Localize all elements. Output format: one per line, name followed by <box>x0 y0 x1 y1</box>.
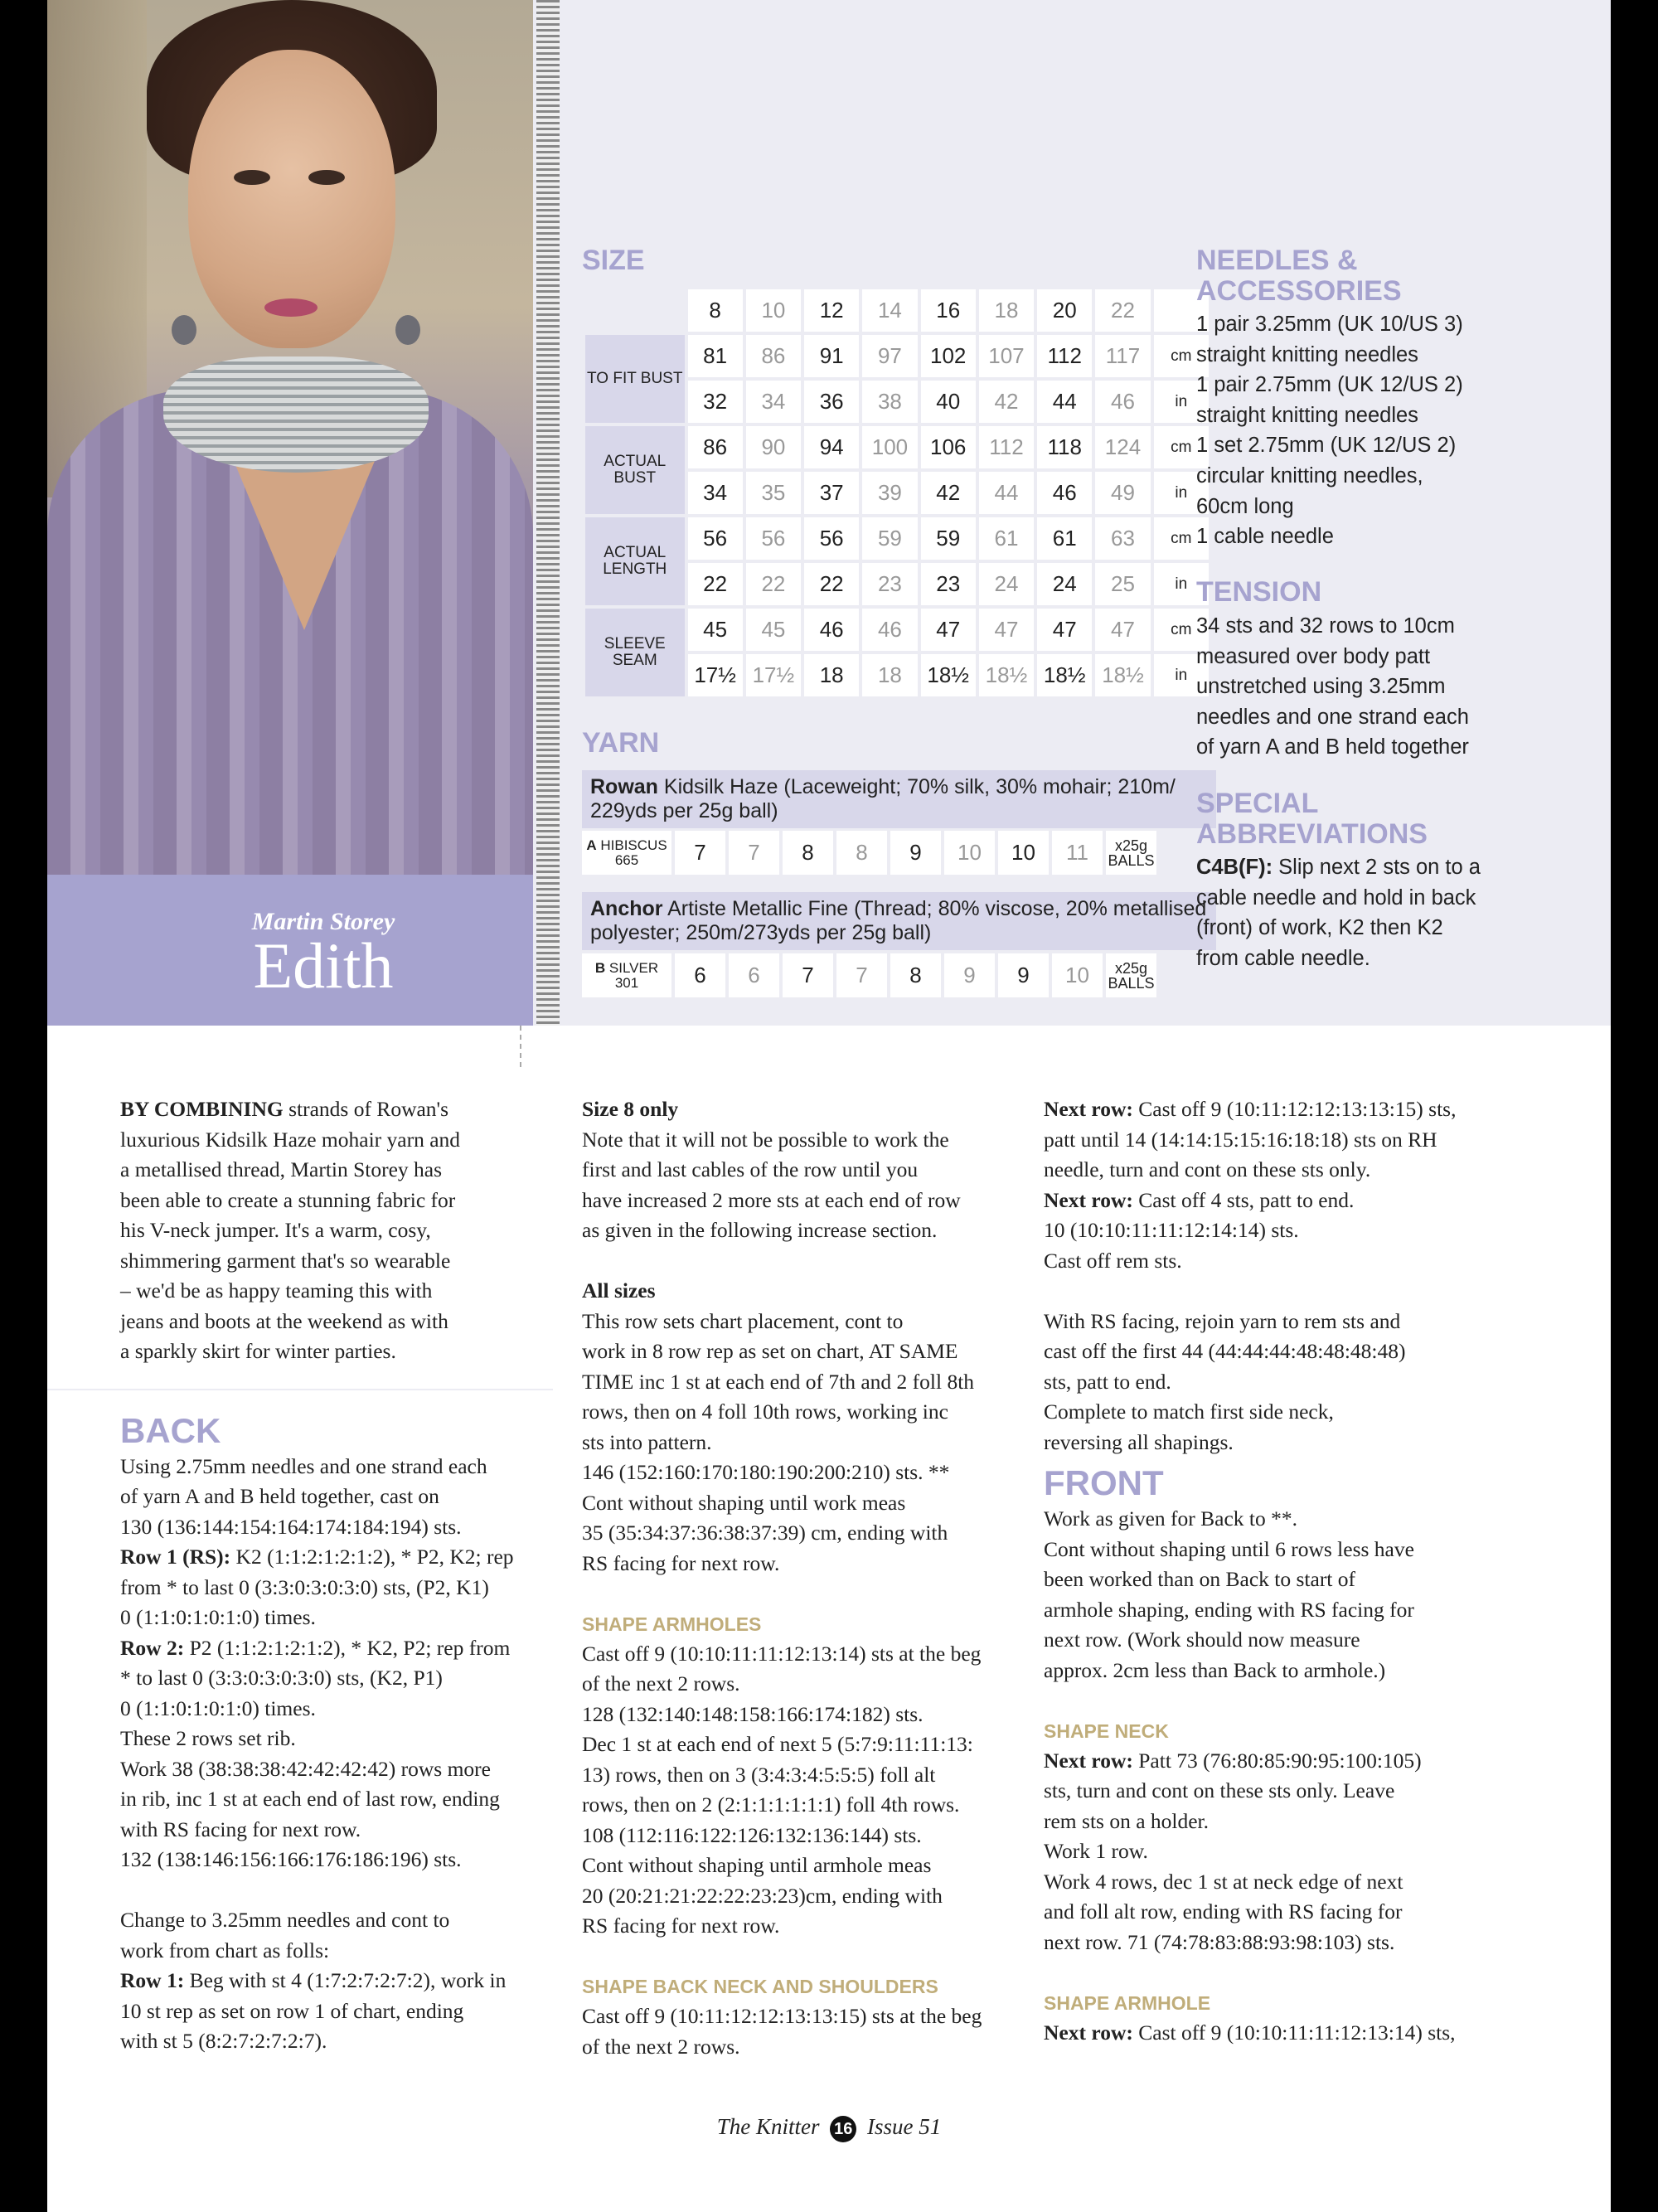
text-line: cable needle and hold in back <box>1196 885 1476 910</box>
shape-back-neck-heading: SHAPE BACK NECK AND SHOULDERS <box>582 1976 938 1997</box>
size-cell: 40 <box>921 381 976 423</box>
yarn-a-quantity-row: A HIBISCUS 665 7 7 8 8 9 10 10 11 x25g BALLS <box>582 831 1219 875</box>
text-line: 128 (132:140:148:158:166:174:182) sts. <box>582 1701 924 1726</box>
text-line: RS facing for next row. <box>582 1550 780 1575</box>
size-cell: 44 <box>1037 381 1092 423</box>
text-line: first and last cables of the row until you <box>582 1157 919 1181</box>
text-line: RS facing for next row. <box>582 1914 780 1938</box>
size-cell: 37 <box>804 472 859 514</box>
unit-cell: cm <box>1154 517 1209 560</box>
text-line <box>1044 1276 1508 1307</box>
text-line: sts, turn and cont on these sts only. Leave <box>1044 1778 1395 1802</box>
text-line: been worked than on Back to start of <box>1044 1567 1356 1591</box>
unit-cell: cm <box>1154 335 1209 377</box>
text-line: 60cm long <box>1196 494 1294 518</box>
size-cell: 112 <box>979 426 1034 468</box>
size-header-cell: 10 <box>746 289 801 332</box>
yarn-b-description: Anchor Artiste Metallic Fine (Thread; 80% viscose, 20% metallised polyester; 250m/273yds per 25g ball) <box>582 892 1216 950</box>
size-cell: 17½ <box>688 654 743 696</box>
column-1 <box>120 1094 551 2057</box>
special-heading: SPECIAL ABBREVIATIONS <box>1196 788 1428 850</box>
text-line: with st 5 (8:2:7:2:7:2:7). <box>120 2029 327 2053</box>
text-line: 1 pair 3.25mm (UK 10/US 3) <box>1196 313 1463 336</box>
page-number: 16 <box>830 2116 856 2142</box>
text-line: sts into pattern. <box>582 1429 712 1454</box>
text-line: Cont without shaping until armhole meas <box>582 1853 932 1877</box>
text-line: (front) of work, K2 then K2 <box>1196 916 1443 940</box>
size-header-cell: 22 <box>1095 289 1150 332</box>
size-cell: 124 <box>1095 426 1150 468</box>
text-line: Next row: Cast off 9 (10:10:11:11:12:13:14) sts, <box>1044 2020 1456 2045</box>
zipper-decoration <box>536 0 560 1026</box>
text-line: Work 1 row. <box>1044 1839 1148 1863</box>
text-line: a sparkly skirt for winter parties. <box>120 1339 396 1363</box>
size-cell: 47 <box>979 609 1034 651</box>
text-line: work in 8 row rep as set on chart, AT SAME <box>582 1339 958 1363</box>
table-cell <box>585 289 685 332</box>
text-line: measured over body patt <box>1196 644 1431 668</box>
size-cell: 90 <box>746 426 801 468</box>
text-line: 0 (1:1:0:1:0:1:0) times. <box>120 1695 316 1720</box>
size-cell: 42 <box>921 472 976 514</box>
text-line: next row. 71 (74:78:83:88:93:98:103) sts. <box>1044 1929 1395 1954</box>
all-sizes-text <box>582 1307 1021 1579</box>
unit-cell: cm <box>1154 609 1209 651</box>
text-line: rem sts on a holder. <box>1044 1808 1210 1833</box>
model-photo <box>47 0 533 875</box>
size-cell: 18½ <box>921 654 976 696</box>
size-header-cell: 20 <box>1037 289 1092 332</box>
text-line: straight knitting needles <box>1196 342 1418 366</box>
back-heading: BACK <box>120 1410 221 1450</box>
size-cell: 47 <box>1037 609 1092 651</box>
designer-name: Martin Storey <box>251 908 395 935</box>
all-sizes-heading: All sizes <box>582 1278 656 1302</box>
text-line: of the next 2 rows. <box>582 2034 740 2059</box>
size-row <box>585 426 1209 468</box>
text-line <box>120 1875 551 1906</box>
size-cell: 22 <box>804 563 859 605</box>
text-line: Change to 3.25mm needles and cont to <box>120 1908 450 1932</box>
text-line: These 2 rows set rib. <box>120 1726 296 1750</box>
text-line: BY COMBINING strands of Rowan's <box>120 1097 449 1121</box>
size-cell: 94 <box>804 426 859 468</box>
text-line: a metallised thread, Martin Storey has <box>120 1157 443 1181</box>
issue-number: Issue 51 <box>867 2114 942 2139</box>
size-cell: 24 <box>979 563 1034 605</box>
text-line: 1 set 2.75mm (UK 12/US 2) <box>1196 434 1457 458</box>
size-cell: 47 <box>921 609 976 651</box>
back-neck-continued <box>1044 1094 1508 1458</box>
size-header-cell: 18 <box>979 289 1034 332</box>
size-cell: 32 <box>688 381 743 423</box>
text-line: – we'd be as happy teaming this with <box>120 1278 433 1302</box>
text-line: his V-neck jumper. It's a warm, cosy, <box>120 1218 431 1242</box>
text-line: sts, patt to end. <box>1044 1369 1171 1394</box>
size-row-label: TO FIT BUST <box>585 335 685 423</box>
text-line: With RS facing, rejoin yarn to rem sts and <box>1044 1308 1401 1333</box>
size-cell: 46 <box>804 609 859 651</box>
size-cell: 45 <box>688 609 743 651</box>
size-cell: 18 <box>862 654 917 696</box>
size-cell: 44 <box>979 472 1034 514</box>
unit-cell: in <box>1154 381 1209 423</box>
size-cell: 102 <box>921 335 976 377</box>
text-line: armhole shaping, ending with RS facing for <box>1044 1597 1414 1622</box>
size-cell: 22 <box>688 563 743 605</box>
yarn-a-description: Rowan Kidsilk Haze (Laceweight; 70% silk, 30% mohair; 210m/ 229yds per 25g ball) <box>582 770 1216 828</box>
text-line: 20 (20:21:21:22:22:23:23)cm, ending with <box>582 1883 943 1908</box>
size-row-label: ACTUAL BUST <box>585 426 685 514</box>
text-line: patt until 14 (14:14:15:15:16:18:18) sts on RH <box>1044 1127 1437 1152</box>
size-cell: 39 <box>862 472 917 514</box>
size-cell: 38 <box>862 381 917 423</box>
text-line: reversing all shapings. <box>1044 1429 1234 1454</box>
shape-armholes-heading: SHAPE ARMHOLES <box>582 1613 762 1635</box>
size-cell: 46 <box>1037 472 1092 514</box>
necklace-illustration <box>163 357 429 473</box>
yarn-b-shade: B SILVER 301 <box>582 953 671 997</box>
text-line: rows, then on 4 foll 10th rows, working inc <box>582 1399 948 1424</box>
text-line: Next row: Cast off 9 (10:11:12:12:13:13:15) sts, <box>1044 1097 1457 1121</box>
text-line: Cont without shaping until 6 rows less have <box>1044 1536 1414 1561</box>
shape-armholes-text <box>582 1639 1021 1942</box>
text-line: 13) rows, then on 3 (3:4:3:4:5:5:5) foll alt <box>582 1762 936 1787</box>
size-cell: 59 <box>862 517 917 560</box>
text-line: Dec 1 st at each end of next 5 (5:7:9:11:11:13: <box>582 1732 973 1756</box>
magazine-name: The Knitter <box>716 2114 820 2139</box>
text-line: C4B(F): Slip next 2 sts on to a <box>1196 856 1481 879</box>
size-cell: 25 <box>1095 563 1150 605</box>
size-cell: 35 <box>746 472 801 514</box>
shape-armhole-text <box>1044 2018 1508 2049</box>
text-line: Cast off 9 (10:10:11:11:12:13:14) sts at the beg <box>582 1641 982 1666</box>
size-row <box>585 609 1209 651</box>
size-cell: 56 <box>746 517 801 560</box>
size-row <box>585 335 1209 377</box>
needles-heading: NEEDLES & ACCESSORIES <box>1196 245 1402 307</box>
text-line: 34 sts and 32 rows to 10cm <box>1196 614 1455 638</box>
shape-armhole-heading: SHAPE ARMHOLE <box>1044 1991 1211 2014</box>
size-header-cell: 8 <box>688 289 743 332</box>
size-cell: 23 <box>921 563 976 605</box>
text-line: with RS facing for next row. <box>120 1817 361 1841</box>
front-heading: FRONT <box>1044 1463 1164 1502</box>
text-line: Work as given for Back to **. <box>1044 1506 1297 1530</box>
divider <box>520 1026 521 1067</box>
column-3 <box>1044 1094 1508 2048</box>
text-line: jeans and boots at the weekend as with <box>120 1308 448 1333</box>
text-line: 132 (138:146:156:166:176:186:196) sts. <box>120 1847 462 1871</box>
abbreviation-term: C4B(F): <box>1196 856 1273 879</box>
shape-neck-text <box>1044 1746 1508 1958</box>
text-line: 146 (152:160:170:180:190:200:210) sts. ** <box>582 1460 950 1484</box>
unit-cell: in <box>1154 563 1209 605</box>
text-line: Cast off rem sts. <box>1044 1248 1182 1273</box>
size-cell: 61 <box>1037 517 1092 560</box>
text-line: unstretched using 3.25mm <box>1196 675 1446 699</box>
size-table <box>582 286 1212 700</box>
size-row <box>585 517 1209 560</box>
text-line: 10 st rep as set on row 1 of chart, ending <box>120 1998 464 2023</box>
size-cell: 18 <box>804 654 859 696</box>
text-line: rows, then on 2 (2:1:1:1:1:1:1) foll 4th rows. <box>582 1792 960 1817</box>
size-cell: 91 <box>804 335 859 377</box>
text-line: approx. 2cm less than Back to armhole.) <box>1044 1657 1386 1682</box>
text-line: straight knitting needles <box>1196 403 1418 427</box>
yarn-a-shade: A HIBISCUS 665 <box>582 831 671 875</box>
size8-heading: Size 8 only <box>582 1097 679 1121</box>
text-line: of yarn A and B held together <box>1196 735 1469 759</box>
size-header-cell: 14 <box>862 289 917 332</box>
text-line: 10 (10:10:11:11:12:14:14) sts. <box>1044 1218 1299 1242</box>
back-instructions <box>120 1452 551 2057</box>
size-cell: 49 <box>1095 472 1150 514</box>
size-cell: 18½ <box>979 654 1034 696</box>
size-cell: 56 <box>688 517 743 560</box>
size-cell: 112 <box>1037 335 1092 377</box>
yarn-heading: YARN <box>582 727 660 759</box>
size-cell: 63 <box>1095 517 1150 560</box>
size-row-label: SLEEVE SEAM <box>585 609 685 696</box>
text-line: from cable needle. <box>1196 946 1370 970</box>
text-line: of the next 2 rows. <box>582 1671 740 1695</box>
size-cell: 45 <box>746 609 801 651</box>
text-line: shimmering garment that's so wearable <box>120 1248 451 1273</box>
text-line: work from chart as folls: <box>120 1938 330 1962</box>
size-cell: 118 <box>1037 426 1092 468</box>
text-line: Cont without shaping until work meas <box>582 1490 906 1515</box>
tension-text <box>1196 611 1495 763</box>
text-line: luxurious Kidsilk Haze mohair yarn and <box>120 1127 461 1152</box>
size-cell: 24 <box>1037 563 1092 605</box>
text-line: Work 38 (38:38:38:42:42:42:42) rows more <box>120 1756 491 1781</box>
size-header-row <box>585 289 1209 332</box>
text-line: cast off the first 44 (44:44:44:48:48:48:48) <box>1044 1339 1406 1363</box>
text-line: This row sets chart placement, cont to <box>582 1308 904 1333</box>
text-line: Row 1 (RS): K2 (1:1:2:1:2:1:2), * P2, K2; rep <box>120 1545 514 1569</box>
unit-cell: in <box>1154 654 1209 696</box>
size-cell: 59 <box>921 517 976 560</box>
size-cell: 34 <box>746 381 801 423</box>
yarn-b-quantity-row: B SILVER 301 6 6 7 7 8 9 9 10 x25g BALLS <box>582 953 1219 997</box>
text-line: TIME inc 1 st at each end of 7th and 2 foll 8th <box>582 1369 975 1394</box>
shape-neck-heading: SHAPE NECK <box>1044 1720 1169 1742</box>
front-text <box>1044 1504 1508 1686</box>
text-line: 130 (136:144:154:164:174:184:194) sts. <box>120 1514 462 1539</box>
text-line: been able to create a stunning fabric for <box>120 1187 456 1212</box>
text-line: 108 (112:116:122:126:132:136:144) sts. <box>582 1822 922 1847</box>
tension-heading: TENSION <box>1196 576 1322 608</box>
page-footer <box>47 2114 1611 2142</box>
size-cell: 36 <box>804 381 859 423</box>
size-cell: 42 <box>979 381 1034 423</box>
size-cell: 97 <box>862 335 917 377</box>
size-cell: 56 <box>804 517 859 560</box>
size-cell: 46 <box>862 609 917 651</box>
size-header-cell: 16 <box>921 289 976 332</box>
text-line: Next row: Cast off 4 sts, patt to end. <box>1044 1187 1355 1212</box>
size-cell: 81 <box>688 335 743 377</box>
text-line: in rib, inc 1 st at each end of last row, ending <box>120 1787 500 1811</box>
text-line: from * to last 0 (3:3:0:3:0:3:0) sts, (P2, K1) <box>120 1574 489 1599</box>
text-line: Row 2: P2 (1:1:2:1:2:1:2), * K2, P2; rep from <box>120 1635 511 1660</box>
unit-cell: cm <box>1154 426 1209 468</box>
special-text <box>1196 852 1495 973</box>
size-header-cell: 12 <box>804 289 859 332</box>
text-line: next row. (Work should now measure <box>1044 1627 1360 1652</box>
text-line: Next row: Patt 73 (76:80:85:90:95:100:105) <box>1044 1748 1422 1773</box>
pattern-title: Edith <box>253 929 394 1002</box>
text-line: 0 (1:1:0:1:0:1:0) times. <box>120 1605 316 1629</box>
size-cell: 86 <box>688 426 743 468</box>
unit-cell: in <box>1154 472 1209 514</box>
text-line: Work 4 rows, dec 1 st at neck edge of next <box>1044 1869 1403 1894</box>
magazine-page <box>47 0 1611 2212</box>
text-line: 35 (35:34:37:36:38:37:39) cm, ending with <box>582 1521 948 1545</box>
text-line: Note that it will not be possible to work the <box>582 1127 949 1152</box>
intro-text <box>120 1094 551 1367</box>
text-line: circular knitting needles, <box>1196 463 1423 488</box>
text-line: 1 cable needle <box>1196 525 1334 549</box>
text-line: * to last 0 (3:3:0:3:0:3:0) sts, (K2, P1) <box>120 1666 443 1690</box>
size-cell: 100 <box>862 426 917 468</box>
text-line: of yarn A and B held together, cast on <box>120 1484 439 1508</box>
text-line: needles and one strand each <box>1196 705 1469 729</box>
size-cell: 23 <box>862 563 917 605</box>
size-cell: 22 <box>746 563 801 605</box>
size-cell: 117 <box>1095 335 1150 377</box>
size-cell: 106 <box>921 426 976 468</box>
text-line: needle, turn and cont on these sts only. <box>1044 1157 1371 1181</box>
text-line: Row 1: Beg with st 4 (1:7:2:7:2:7:2), work in <box>120 1968 507 1992</box>
size-heading: SIZE <box>582 245 645 276</box>
text-line: have increased 2 more sts at each end of row <box>582 1187 961 1212</box>
size-cell: 34 <box>688 472 743 514</box>
text-line: and foll alt row, ending with RS facing for <box>1044 1899 1403 1923</box>
size-cell: 18½ <box>1037 654 1092 696</box>
text-line: Cast off 9 (10:11:12:12:13:13:15) sts at the beg <box>582 2004 982 2028</box>
needles-list <box>1196 309 1495 552</box>
size-cell: 17½ <box>746 654 801 696</box>
size-cell: 47 <box>1095 609 1150 651</box>
text-line: as given in the following increase section. <box>582 1218 938 1242</box>
size-row-label: ACTUAL LENGTH <box>585 517 685 605</box>
size-cell: 86 <box>746 335 801 377</box>
shape-back-neck-text <box>582 2001 1021 2062</box>
size-cell: 18½ <box>1095 654 1150 696</box>
size8-text <box>582 1125 1021 1246</box>
size-cell: 46 <box>1095 381 1150 423</box>
text-line: Complete to match first side neck, <box>1044 1399 1334 1424</box>
column-2 <box>582 1094 1021 2062</box>
size-cell: 61 <box>979 517 1034 560</box>
size-cell: 107 <box>979 335 1034 377</box>
text-line: Using 2.75mm needles and one strand each <box>120 1453 487 1478</box>
text-line: 1 pair 2.75mm (UK 12/US 2) <box>1196 373 1463 397</box>
